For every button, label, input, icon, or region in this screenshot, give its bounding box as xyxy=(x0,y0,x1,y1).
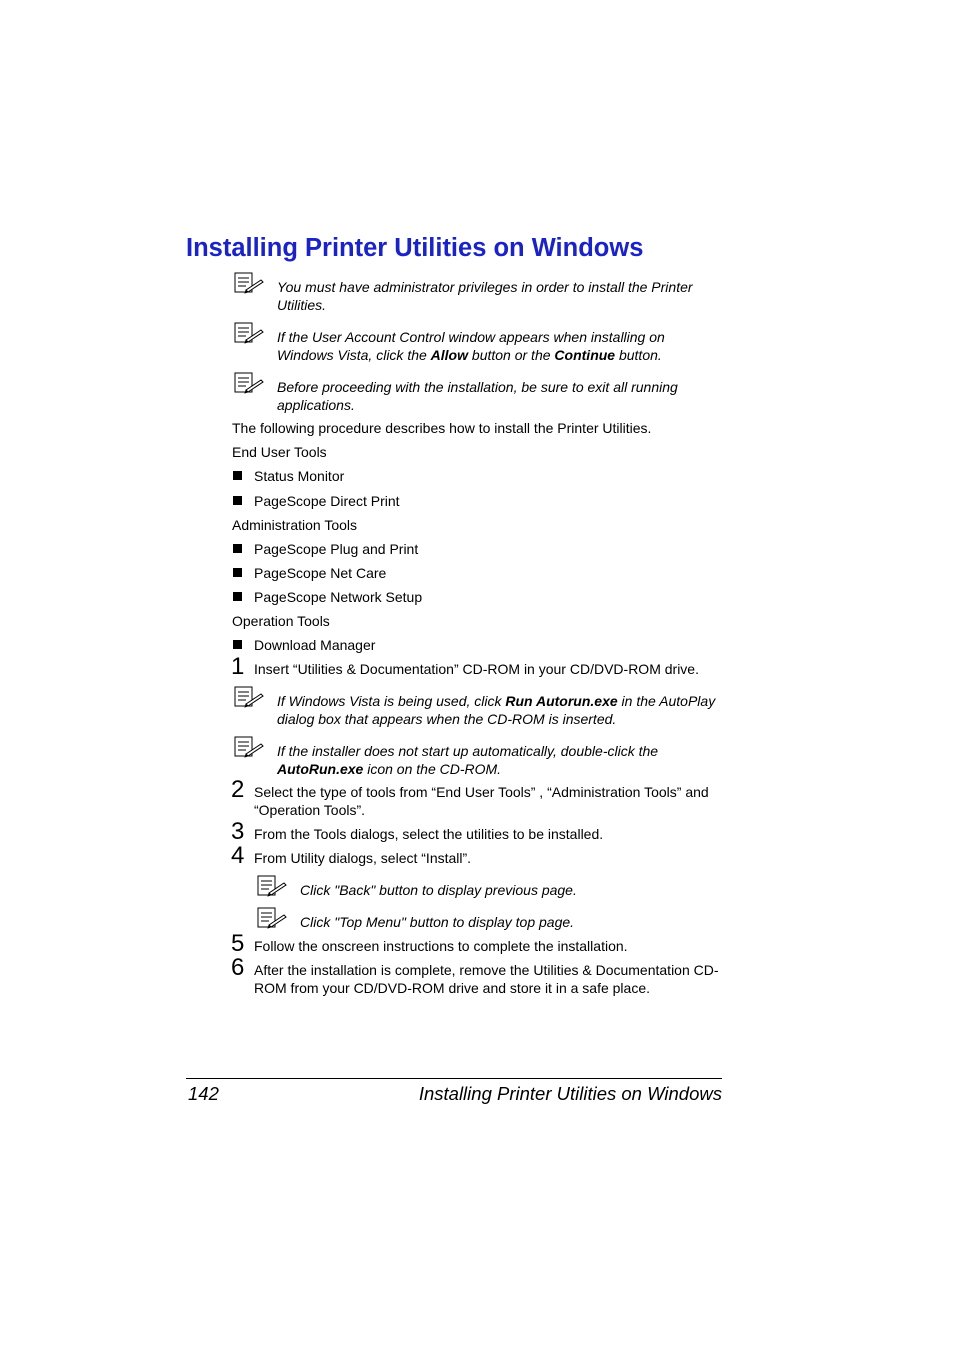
step-number: 4 xyxy=(231,842,245,869)
step-number: 2 xyxy=(231,776,245,803)
group-heading-operation: Operation Tools xyxy=(232,613,330,629)
note-installer-autostart: If the installer does not start up automatically, double-click the AutoRun.exe icon on the CD-ROM. xyxy=(277,743,659,777)
note-user-account-control: If the User Account Control window appears when installing on Windows Vista, click the Allow button or the Continue button. xyxy=(277,329,665,363)
group-heading-admin: Administration Tools xyxy=(232,517,358,533)
list-item: Download Manager xyxy=(254,637,376,653)
note-pencil-icon xyxy=(234,322,264,344)
note-run-autorun: If Windows Vista is being used, click Run Autorun.exe in the AutoPlay dialog box that appears when the CD-ROM is inserted. xyxy=(277,693,716,727)
step-text: Insert “Utilities & Documentation” CD-ROM in your CD/DVD-ROM drive. xyxy=(254,661,699,677)
note-top-menu-button: Click "Top Menu" button to display top page. xyxy=(300,914,575,930)
list-item: PageScope Direct Print xyxy=(254,493,400,509)
step-text: From the Tools dialogs, select the utilities to be installed. xyxy=(254,826,604,842)
group-heading-end-user: End User Tools xyxy=(232,444,327,460)
step-text: After the installation is complete, remove the Utilities & Documentation CD-ROM from your CD/DVD-ROM drive and store it in a safe place. xyxy=(254,962,719,996)
step-number: 3 xyxy=(231,818,245,845)
step-number: 5 xyxy=(231,930,245,957)
note-pencil-icon xyxy=(257,907,287,929)
note-exit-applications: Before proceeding with the installation, be sure to exit all running applications. xyxy=(277,379,678,413)
square-bullet-icon xyxy=(233,640,242,649)
note-pencil-icon xyxy=(234,372,264,394)
footer-rule xyxy=(186,1078,722,1079)
list-item: PageScope Net Care xyxy=(254,565,387,581)
step-text: Select the type of tools from “End User Tools” , “Administration Tools” and “Operation Tools”. xyxy=(254,784,709,818)
list-item: PageScope Network Setup xyxy=(254,589,423,605)
page-title: Installing Printer Utilities on Windows xyxy=(186,234,644,262)
intro-text: The following procedure describes how to install the Printer Utilities. xyxy=(232,420,652,436)
square-bullet-icon xyxy=(233,592,242,601)
square-bullet-icon xyxy=(233,471,242,480)
square-bullet-icon xyxy=(233,568,242,577)
note-pencil-icon xyxy=(234,686,264,708)
list-item: Status Monitor xyxy=(254,468,345,484)
note-pencil-icon xyxy=(234,736,264,758)
square-bullet-icon xyxy=(233,544,242,553)
step-text: Follow the onscreen instructions to complete the installation. xyxy=(254,938,628,954)
step-number: 6 xyxy=(231,954,245,981)
note-admin-privileges: You must have administrator privileges in order to install the Printer Utilities. xyxy=(277,279,693,313)
note-pencil-icon xyxy=(257,875,287,897)
footer-title: Installing Printer Utilities on Windows xyxy=(418,1083,722,1104)
step-number: 1 xyxy=(231,653,245,680)
square-bullet-icon xyxy=(233,496,242,505)
page-number: 142 xyxy=(188,1083,219,1104)
step-text: From Utility dialogs, select “Install”. xyxy=(254,850,472,866)
note-back-button: Click "Back" button to display previous page. xyxy=(300,882,577,898)
note-pencil-icon xyxy=(234,272,264,294)
list-item: PageScope Plug and Print xyxy=(254,541,419,557)
